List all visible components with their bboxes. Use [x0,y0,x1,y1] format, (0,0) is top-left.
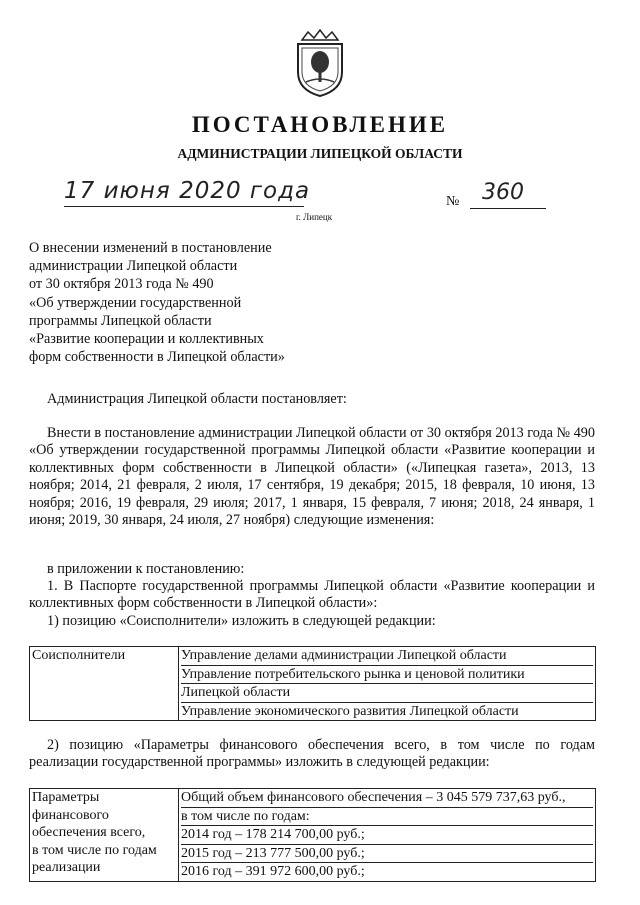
financing-table [29,788,596,882]
subject-line: от 30 октября 2013 года № 490 [29,276,214,293]
table-row: 2014 год – 178 214 700,00 руб.; [181,826,593,845]
subject-line: О внесении изменений в постановление [29,240,272,256]
table-row: 2016 год – 391 972 600,00 руб.; [181,864,365,879]
subject-line: программы Липецкой области [29,312,212,329]
document-subject [29,239,359,366]
resolves-paragraph: Администрация Липецкой области постановляет: [47,391,347,407]
label-line: обеспечения всего, [32,825,146,840]
table-row: Управление делами администрации Липецкой области [181,647,593,666]
appendix-paragraph: в приложении к постановлению: [47,561,245,577]
table-row: 2015 год – 213 777 500,00 руб.; [181,845,593,864]
subject-line: администрации Липецкой области [29,258,238,275]
label-line: реализации [32,860,101,875]
document-subtitle: АДМИНИСТРАЦИИ ЛИПЕЦКОЙ ОБЛАСТИ [177,146,463,161]
co-executors-values [179,647,596,721]
co-executors-table [29,646,596,721]
number-label: № [446,194,460,209]
label-line: в том числе по годам [32,842,157,858]
intro-paragraph: Внести в постановление администрации Липецкой области от 30 октября 2013 года № 490 «Об утверждении государственной программы Липецкой области «Развитие кооперации и коллективных форм собственности в Липецкой области» («Липецкая газета», 2013, 13 ноября; 2014, 21 февраля, 2 июля, 17 сентября, 19 декабря; 2015, 18 февраля, 10 июня, 13 ноября; 2016, 19 февраля, 29 июля; 2017, 1 января, 15 февраля, 7 июня; 2018, 24 января, 1 июня; 2019, 30 января, 24 июля, 27 ноября) следующие изменения: [29,425,595,529]
handwritten-number: 360 [482,180,524,205]
coat-of-arms-emblem [292,28,348,98]
table-row: Общий объем финансового обеспечения – 3 045 579 737,63 руб., [181,789,593,808]
table-row: Управление экономического развития Липецкой области [181,703,519,719]
financing-label [30,789,179,882]
document-title: ПОСТАНОВЛЕНИЕ [191,112,449,137]
handwritten-date: 17 июня 2020 года [64,178,311,204]
table-row: Липецкой области [181,684,593,703]
subject-line: форм собственности в Липецкой области» [29,349,285,366]
item-1-1-paragraph: 1) позицию «Соисполнители» изложить в следующей редакции: [47,613,436,629]
label-line: Параметры [32,790,100,805]
item-1-2-paragraph: 2) позицию «Параметры финансового обеспечения всего, в том числе по годам реализации государственной программы» изложить в следующей редакции: [29,737,595,771]
co-executors-label: Соисполнители [30,647,179,721]
subject-line: «Об утверждении государственной [29,294,242,311]
table-row: Управление потребительского рынка и ценовой политики [181,666,593,685]
city-label: г. Липецк [296,212,333,222]
label-line: финансового [32,807,109,823]
date-underline [64,206,304,207]
number-underline [470,208,546,209]
table-row: в том числе по годам: [181,808,593,827]
item-1-paragraph: 1. В Паспорте государственной программы Липецкой области «Развитие кооперации и коллективных форм собственности в Липецкой области»: [29,578,595,612]
financing-values [179,789,596,882]
subject-line: «Развитие кооперации и коллективных [29,331,264,348]
